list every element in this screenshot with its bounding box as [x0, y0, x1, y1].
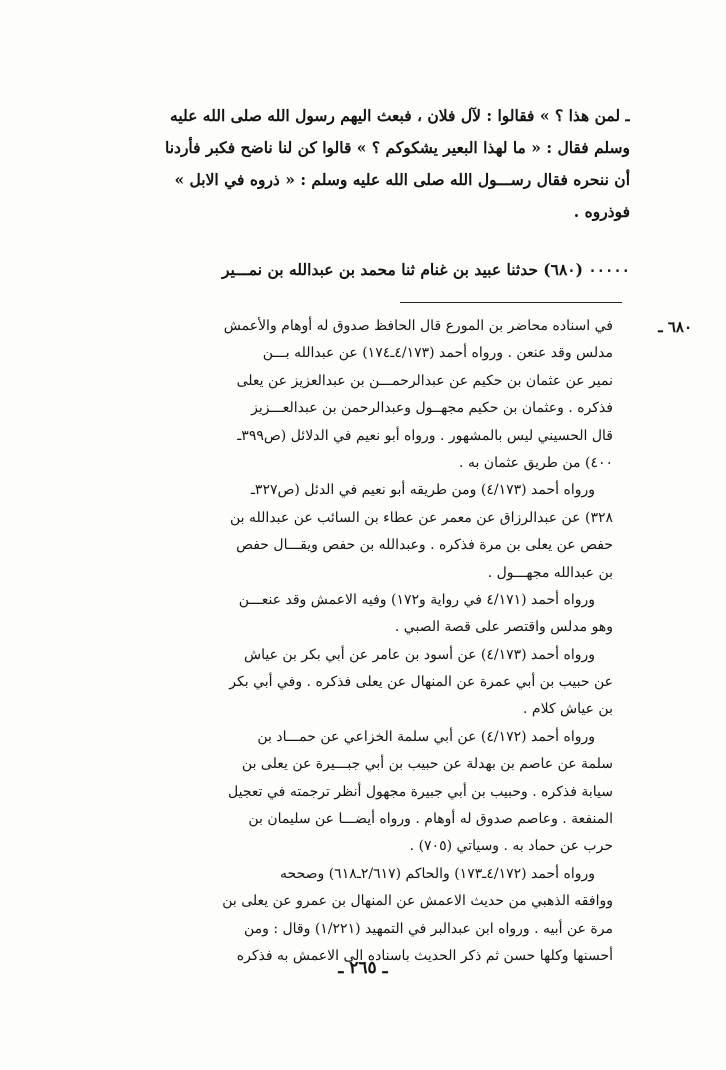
footnote-line: بن عبدالله مجهـــول .	[487, 564, 613, 581]
footnote-line: سيابة فذكره . وحبيب بن أبي جبيرة مجهول أنظر ترجمته في تعجيل	[228, 783, 613, 800]
footnote-line: ورواه أحمد (٤/١٧١ في رواية و١٧٢) وفيه الاعمش وقد عنعـــن	[238, 591, 595, 608]
footnote-line: ورواه أحمد (٤/١٧٣) ومن طريقه أبو نعيم في الدئل (ص٣٢٧ـ	[250, 482, 595, 499]
footnote-line: حرب عن حماد به . وسياتي (٧٠٥) .	[409, 838, 613, 855]
footnote-line: مرة عن أبيه . ورواه ابن عبدالبر في التمهيد (١/٢٢١) وقال : ومن	[243, 920, 613, 937]
main-text-line: أن ننحره فقال رســـول الله صلى الله عليه وسلم : « ذروه في الابل »	[174, 170, 630, 189]
footnote-line: ورواه أحمد (٤/١٧٢ـ١٧٣) والحاكم (٢/٦١٧ـ٦١٨) وصححه	[280, 865, 595, 882]
page-number: ـ ٢٦٥ ـ	[338, 958, 388, 978]
footnote-line: قال الحسيني ليس بالمشهور . ورواه أبو نعيم في الدلائل (ص٣٩٩ـ	[237, 427, 613, 444]
footnote-line: ٣٢٨) عن عبدالرزاق عن معمر عن عطاء بن السائب عن عبدالله بن	[230, 509, 613, 526]
hadith-heading: ٠٠٠٠٠ (٦٨٠) حدثنا عبيد بن غنام ثنا محمد بن عبدالله بن نمـــير	[221, 260, 630, 279]
footnotes	[38, 313, 613, 970]
main-text-line: وسلم فقال : « ما لهذا البعير يشكوكم ؟ » قالوا كن لنا ناضح فكبر فأردنا	[165, 138, 630, 157]
main-text-line: ـ لمن هذا ؟ » فقالوا : لآل فلان ، فبعث اليهم رسول الله صلى الله عليه	[170, 106, 630, 125]
footnote-line: حفص عن يعلى بن مرة فذكره . وعبدالله بن حفص ويقـــال حفص	[236, 537, 613, 554]
footnote-line: في اسناده محاضر بن المورع قال الحافظ صدوق له أوهام والأعمش	[223, 318, 613, 334]
footnote-line: ورواه أحمد (٤/١٧٢) عن أبي سلمة الخزاعي عن حمـــاد بن	[257, 728, 595, 745]
footnote-line: بن عياش كلام .	[523, 701, 613, 718]
main-text	[40, 100, 630, 228]
footnote-number: ٦٨٠ ـ	[658, 318, 692, 336]
footnote-line: ورواه أحمد (٤/١٧٣) عن أسود بن عامر عن أبي بكر بن عياش	[244, 646, 595, 663]
footnote-line: ٤٠٠) من طريق عثمان به .	[459, 454, 613, 471]
footnote-line: المنفعة . وعاصم صدوق له أوهام . ورواه أيضـــا عن سليمان بن	[248, 811, 613, 828]
footnote-line: فذكره . وعثمان بن حكيم مجهــول وعبدالرحمن بن عبدالعـــزيز	[251, 400, 613, 417]
footnote-line: أحسنها وكلها حسن ثم ذكر الحديث باسناده الى الاعمش به فذكره	[236, 947, 613, 964]
footnote-line: ووافقه الذهبي من حديث الاعمش عن المنهال بن عمرو عن يعلى بن	[222, 893, 613, 910]
footnote-line: نمير عن عثمان بن حكيم عن عبدالرحمـــن بن عبدالعزيز عن يعلى	[236, 372, 613, 389]
footnote-line: مدلس وقد عنعن . ورواه أحمد (٤/١٧٣ـ١٧٤) عن عبدالله بـــن	[262, 345, 613, 362]
footnote-line: وهو مدلس واقتصر على قصة الصبي .	[394, 619, 613, 636]
footnote-line: عن حبيب بن أبي عمرة عن المنهال عن يعلى فذكره . وفي أبي بكر	[229, 674, 613, 691]
footnote-divider	[400, 302, 622, 303]
main-text-line: فوذروه .	[573, 202, 630, 221]
footnote-line: سلمة عن عاصم بن بهدلة عن حبيب بن أبي جبـــيرة عن يعلى بن	[241, 756, 613, 773]
